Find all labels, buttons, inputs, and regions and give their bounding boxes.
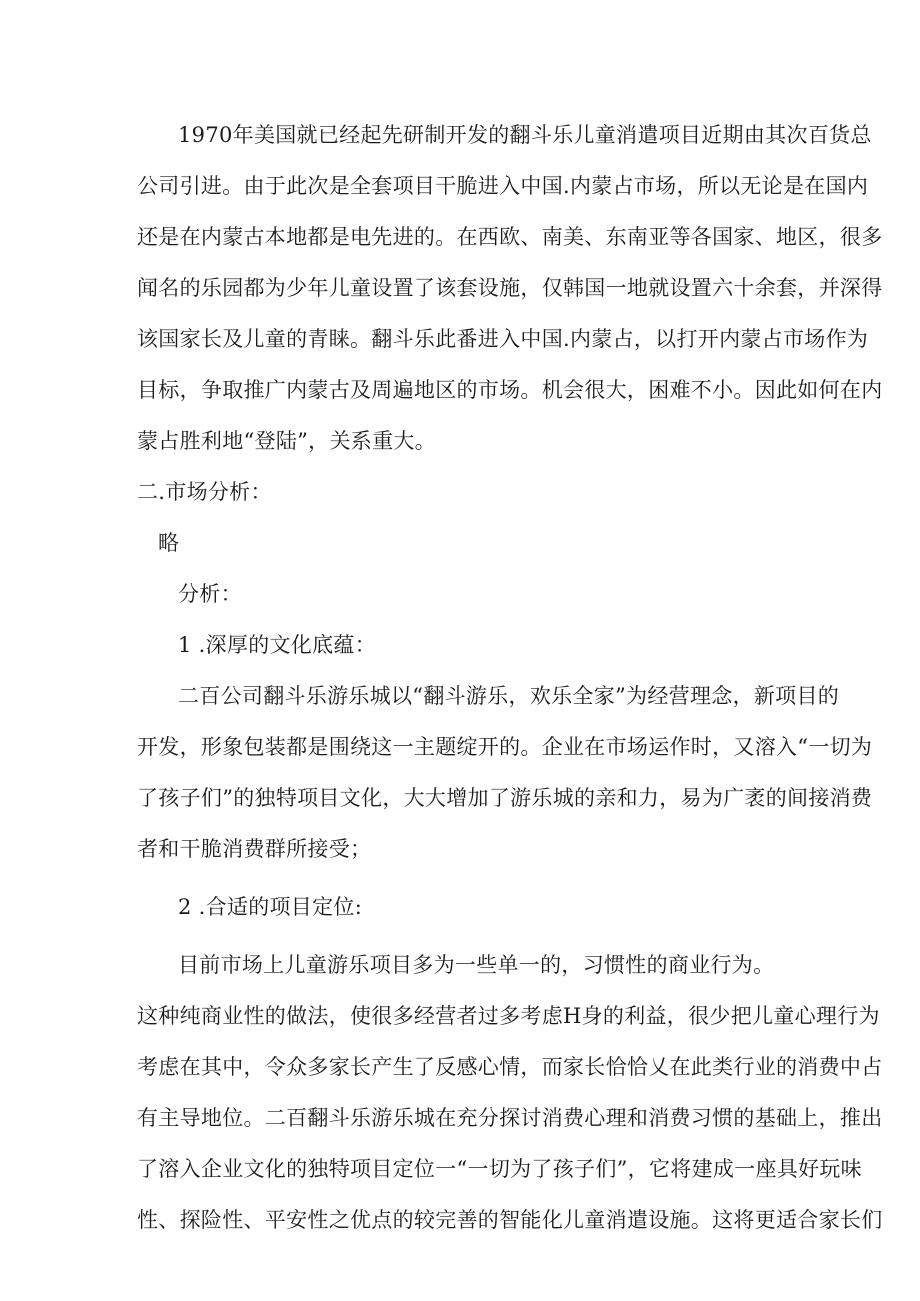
section-heading: 二.市场分析： xyxy=(137,480,272,504)
item2-title: 2 .合适的项目定位: xyxy=(178,895,363,919)
intro-line-5: 该国家长及儿童的青睐。翻斗乐此番进入中国.内蒙占，以打开内蒙占市场作为 xyxy=(137,327,869,351)
item1-line-2: 开发，形象包装都是围绕这一主题绽开的。企业在市场运作时，又溶入“一切为 xyxy=(137,735,873,759)
intro-line-1: 1970年美国就已经起先研制开发的翻斗乐儿童消遣项目近期由其次百货总 xyxy=(178,123,872,147)
item2-line-1: 目前市场上儿童游乐项目多为一些单一的，习惯性的商业行为。 xyxy=(178,953,775,977)
intro-line-2: 公司引进。由于此次是全套项目干脆进入中国.内蒙占市场，所以无论是在国内 xyxy=(137,174,869,198)
item2-line-2: 这种纯商业性的做法，使很多经营者过多考虑H身的利益，很少把儿童心理行为 xyxy=(137,1004,880,1028)
item1-line-3: 了孩子们”的独特项目文化，大大增加了游乐城的亲和力，易为广袤的间接消费 xyxy=(137,786,873,810)
item1-line-4: 者和干脆消费群所接受； xyxy=(137,837,372,861)
item2-line-4: 有主导地位。二百翻斗乐游乐城在充分探讨消费心理和消费习惯的基础上，推出 xyxy=(137,1106,883,1130)
item1-line-1: 二百公司翻斗乐游乐城以“翻斗游乐，欢乐全家”为经营理念，新项目的 xyxy=(178,684,840,708)
analysis-label: 分析： xyxy=(178,582,242,606)
item2-line-5: 了溶入企业文化的独特项目定位一“一切为了孩子们”，它将建成一座具好玩味 xyxy=(137,1157,862,1181)
item2-line-6: 性、探险性、平安性之优点的较完善的智能化儿童消遣设施。这将更适合家长们 xyxy=(137,1208,883,1232)
intro-line-6: 目标，争取推广内蒙古及周遍地区的市场。机会很大，困难不小。因此如何在内 xyxy=(137,378,883,402)
item1-title: 1 .深厚的文化底蕴： xyxy=(178,633,377,657)
intro-line-7: 蒙占胜利地“登陆”，关系重大。 xyxy=(137,429,436,453)
intro-line-3: 还是在内蒙古本地都是电先进的。在西欧、南美、东南亚等各国家、地区，很多 xyxy=(137,225,883,249)
intro-line-4: 闻名的乐园都为少年儿童设置了该套设施，仅韩国一地就设置六十余套，并深得 xyxy=(137,276,883,300)
item2-line-3: 考虑在其中，令众多家长产生了反感心情，而家长恰恰乂在此类行业的消费中占 xyxy=(137,1055,883,1079)
omitted-marker: 略 xyxy=(158,531,180,555)
